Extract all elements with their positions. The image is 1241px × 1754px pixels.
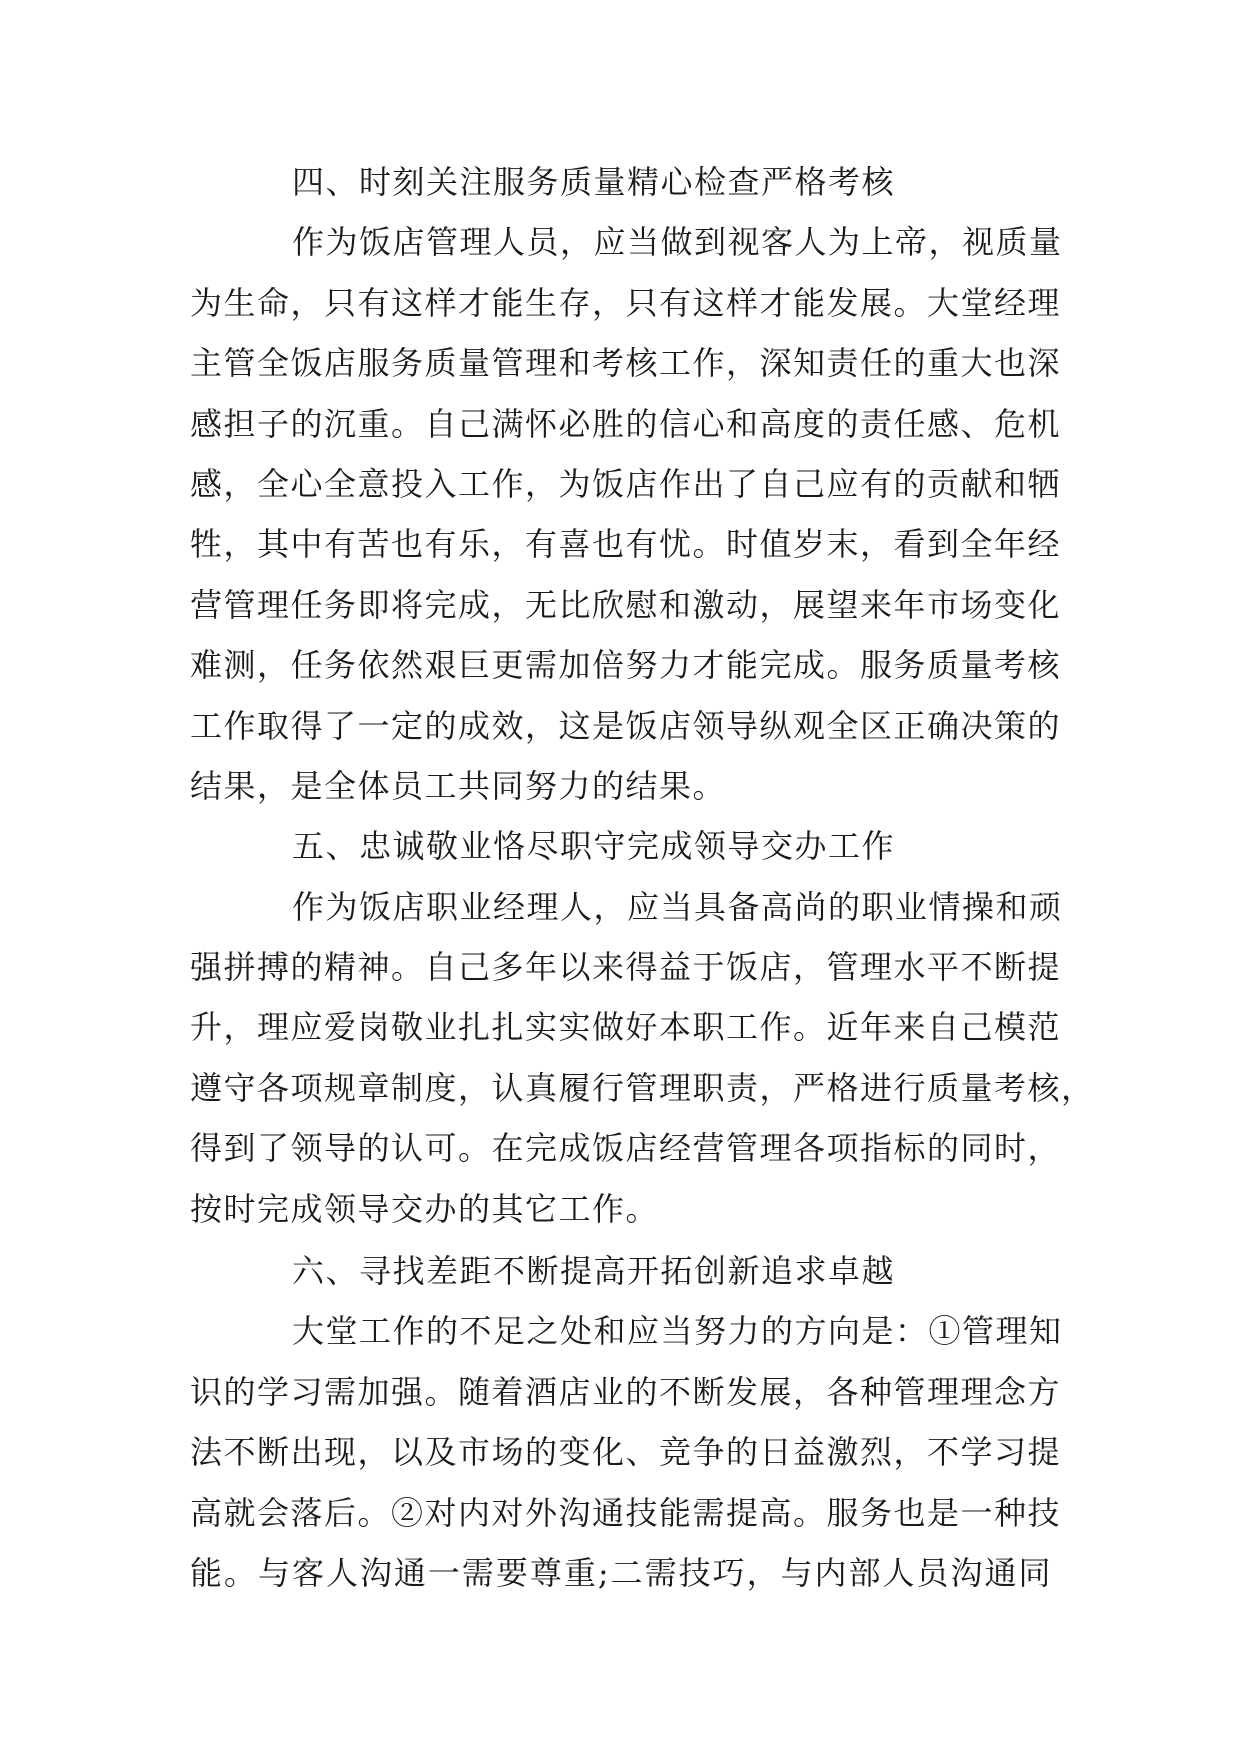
- paragraph-line: 难测，任务依然艰巨更需加倍努力才能完成。服务质量考核: [190, 646, 1062, 685]
- paragraph-line: 能。与客人沟通一需要尊重;二需技巧，与内部人员沟通同: [190, 1553, 1052, 1592]
- paragraph-line: 为生命，只有这样才能生存，只有这样才能发展。大堂经理: [190, 283, 1062, 322]
- document-body: [190, 152, 1095, 1603]
- paragraph-line: 大堂工作的不足之处和应当努力的方向是：①管理知: [292, 1312, 1063, 1351]
- paragraph-line: 得到了领导的认可。在完成饭店经营管理各项指标的同时，: [190, 1129, 1062, 1168]
- paragraph-line: 感担子的沉重。自己满怀必胜的信心和高度的责任感、危机: [190, 404, 1062, 443]
- paragraph-line: 按时完成领导交办的其它工作。: [190, 1189, 660, 1228]
- paragraph-line: 工作取得了一定的成效，这是饭店领导纵观全区正确决策的: [190, 706, 1062, 745]
- paragraph-line: 主管全饭店服务质量管理和考核工作，深知责任的重大也深: [190, 344, 1062, 383]
- paragraph-line: 强拼搏的精神。自己多年以来得益于饭店，管理水平不断提: [190, 948, 1062, 987]
- paragraph-line: 牲，其中有苦也有乐，有喜也有忧。时值岁末，看到全年经: [190, 525, 1062, 564]
- paragraph-line: 感，全心全意投入工作，为饭店作出了自己应有的贡献和牺: [190, 464, 1062, 503]
- section-heading-4: 四、时刻关注服务质量精心检查严格考核: [292, 163, 896, 201]
- section-heading-5: 五、忠诚敬业恪尽职守完成领导交办工作: [292, 827, 896, 866]
- paragraph-line: 营管理任务即将完成，无比欣慰和激动，展望来年市场变化: [190, 585, 1062, 624]
- paragraph-line: 结果，是全体员工共同努力的结果。: [190, 766, 727, 805]
- paragraph-line: 法不断出现，以及市场的变化、竞争的日益激烈，不学习提: [190, 1433, 1062, 1472]
- paragraph-line: 遵守各项规章制度，认真履行管理职责，严格进行质量考核，: [190, 1068, 1095, 1107]
- section-heading-6: 六、寻找差距不断提高开拓创新追求卓越: [292, 1252, 896, 1291]
- paragraph-line: 升，理应爱岗敬业扎扎实实做好本职工作。近年来自己模范: [190, 1008, 1062, 1047]
- paragraph-line: 识的学习需加强。随着酒店业的不断发展，各种管理理念方: [190, 1372, 1062, 1411]
- paragraph-line: 作为饭店职业经理人，应当具备高尚的职业情操和顽: [292, 887, 1063, 926]
- paragraph-line: 高就会落后。②对内对外沟通技能需提高。服务也是一种技: [190, 1493, 1062, 1532]
- paragraph-line: 作为饭店管理人员，应当做到视客人为上帝，视质量: [292, 223, 1063, 262]
